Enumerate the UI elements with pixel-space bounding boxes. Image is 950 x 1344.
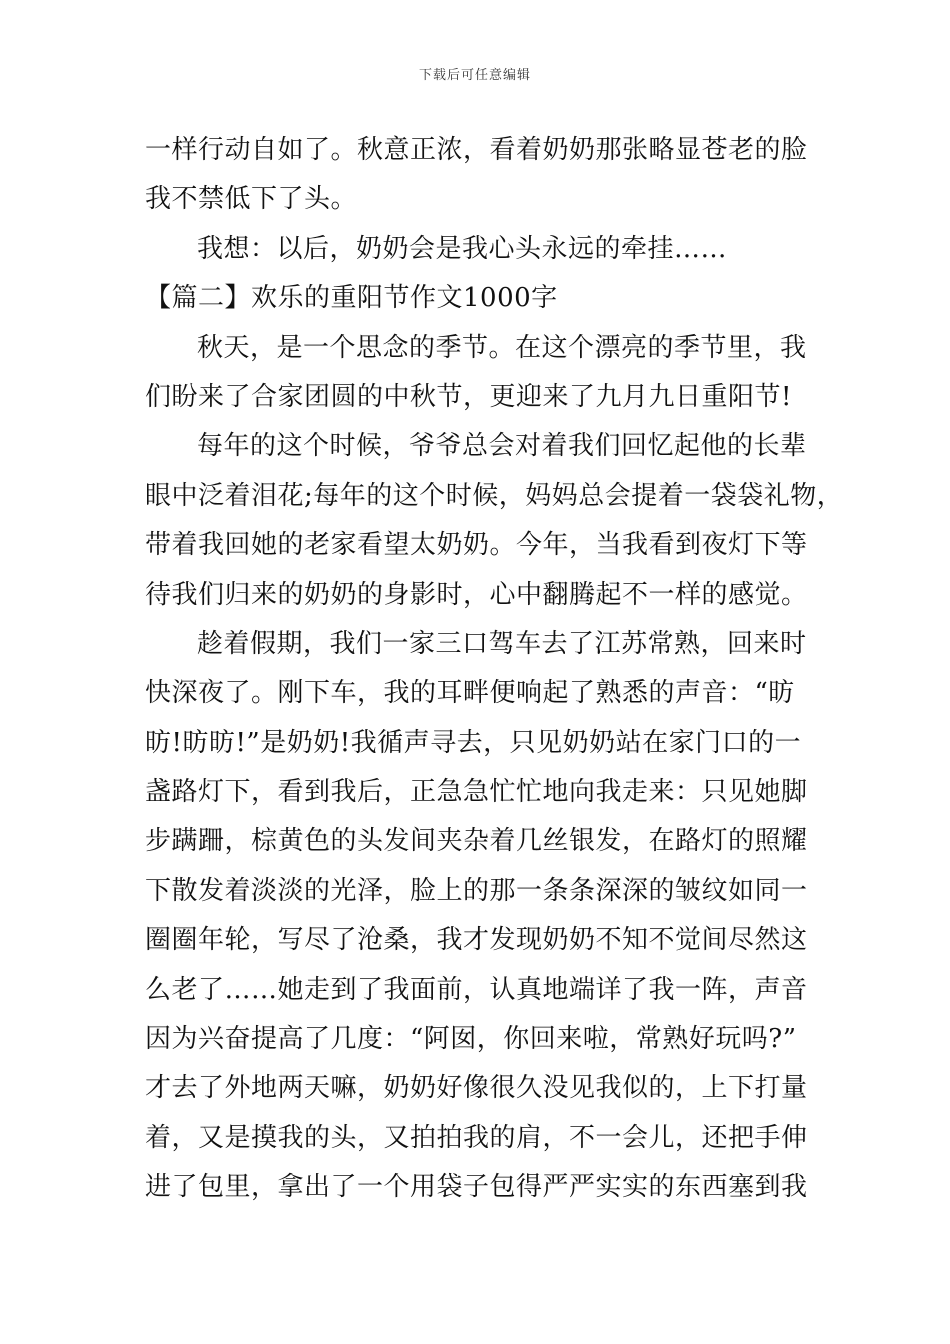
text-line: 才去了外地两天嘛，奶奶好像很久没见我似的，上下打量 (145, 1073, 808, 1104)
document-body (145, 126, 844, 1213)
text-line: 么老了……她走到了我面前，认真地端详了我一阵，声音 (145, 974, 808, 1005)
text-line: 每年的这个时候，爷爷总会对着我们回忆起他的长辈 (197, 431, 807, 462)
text-line: 待我们归来的奶奶的身影时，心中翻腾起不一样的感觉。 (145, 579, 808, 610)
text-line: 秋天，是一个思念的季节。在这个漂亮的季节里，我 (197, 332, 807, 363)
text-line: 下散发着淡淡的光泽，脸上的那一条条深深的皱纹如同一 (145, 875, 808, 906)
text-line: 进了包里，拿出了一个用袋子包得严严实实的东西塞到我 (145, 1172, 808, 1203)
page-header: 下载后可任意编辑 (418, 68, 531, 83)
text-line: 一样行动自如了。秋意正浓，看着奶奶那张略显苍老的脸 (145, 135, 808, 165)
text-line: 因为兴奋提高了几度：“阿囡，你回来啦，常熟好玩吗?” (145, 1024, 797, 1055)
text-line: 我想：以后，奶奶会是我心头永远的牵挂…… (197, 233, 728, 264)
text-line: 盏路灯下，看到我后，正急急忙忙地向我走来：只见她脚 (145, 777, 808, 808)
text-line: 眼中泛着泪花;每年的这个时候，妈妈总会提着一袋袋礼物， (145, 480, 844, 511)
text-line: 快深夜了。刚下车，我的耳畔便响起了熟悉的声音：“昉 (145, 678, 795, 709)
text-line: 我不禁低下了头。 (145, 184, 358, 215)
text-line: 着，又是摸我的头，又拍拍我的肩，不一会儿，还把手伸 (145, 1122, 808, 1153)
text-line: 带着我回她的老家看望太奶奶。今年，当我看到夜灯下等 (145, 530, 808, 561)
text-line: 步蹒跚，棕黄色的头发间夹杂着几丝银发，在路灯的照耀 (145, 826, 808, 857)
text-line: 们盼来了合家团圆的中秋节，更迎来了九月九日重阳节! (145, 381, 792, 412)
text-line: 趁着假期，我们一家三口驾车去了江苏常熟，回来时 (197, 628, 807, 659)
text-line: 【篇二】欢乐的重阳节作文1000字 (145, 283, 558, 314)
text-line: 昉!昉昉!”是奶奶!我循声寻去，只见奶奶站在家门口的一 (145, 727, 802, 758)
text-line: 圈圈年轮，写尽了沧桑，我才发现奶奶不知不觉间尽然这 (145, 925, 808, 956)
